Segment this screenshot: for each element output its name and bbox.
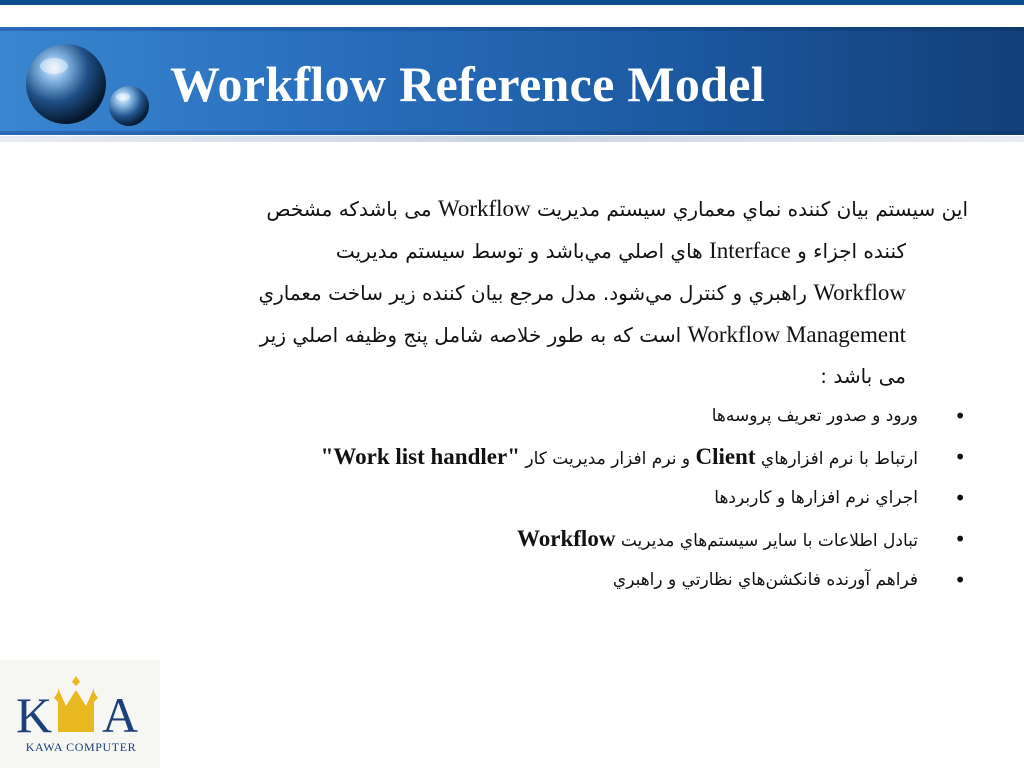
paragraph-line [130, 314, 968, 356]
bullet-text: ورود و صدور تعريف پروسه‌ها [711, 406, 918, 426]
paragraph-text: می باشدكه مشخص [266, 197, 438, 221]
paragraph-latin-term: Interface [709, 238, 791, 263]
crown-icon [14, 676, 148, 742]
paragraph-line [130, 230, 968, 272]
bullet-icon: • [954, 486, 966, 510]
list-item [200, 479, 980, 520]
list-item [200, 561, 980, 602]
header [0, 0, 1024, 145]
bullet-text: تبادل اطلاعات با ساير سيستم‌هاي مديريت [615, 531, 918, 551]
paragraph-line [130, 272, 968, 314]
bullet-icon: • [954, 568, 966, 592]
list-item [200, 438, 980, 479]
bullet-latin-term: Workflow [517, 526, 616, 551]
globe-icon [24, 42, 108, 126]
globe-small-icon [107, 84, 151, 128]
svg-text:K: K [16, 687, 53, 742]
paragraph-latin-term: Workflow [437, 196, 531, 221]
paragraph-text: می باشد : [820, 364, 906, 388]
paragraph-text: كننده اجزاء و [790, 239, 906, 263]
title-underline [0, 136, 1024, 142]
bullet-icon: • [954, 445, 966, 469]
svg-text:A: A [102, 687, 139, 742]
paragraph-text: هاي اصلي مي‌باشد و توسط سيستم مديريت [335, 239, 710, 263]
slide-title: Workflow Reference Model [170, 56, 765, 112]
bullet-list [200, 397, 980, 602]
bullet-text: و نرم افزار مديريت كار [519, 449, 696, 469]
paragraph-text: راهبري و كنترل مي‌شود. مدل مرجع بيان كننده زير ساخت معماري [258, 281, 814, 305]
header-top-line [0, 0, 1024, 5]
bullet-text: فراهم آورنده فانكشن‌هاي نظارتي و راهبري [612, 570, 918, 590]
paragraph-latin-term: Workflow [813, 280, 906, 305]
bullet-icon: • [954, 404, 966, 428]
paragraph-line [130, 188, 968, 230]
list-item [200, 397, 980, 438]
bullet-latin-term: "Work list handler" [320, 444, 520, 469]
paragraph-latin-term: Workflow Management [687, 322, 906, 347]
paragraph-line [130, 356, 968, 397]
bullet-text: ارتباط با نرم افزارهاي [755, 449, 918, 469]
bullet-latin-term: Client [695, 444, 756, 469]
paragraph-text: اين سيستم بيان كننده نماي معماري سيستم مديريت [530, 197, 968, 221]
bullet-text: اجراي نرم افزارها و كاربردها [714, 488, 918, 508]
company-name: KAWA COMPUTER [25, 740, 137, 754]
company-logo [0, 660, 160, 768]
paragraph-text: است كه به طور خلاصه شامل پنج وظيفه اصلي زير [259, 323, 688, 347]
list-item [200, 520, 980, 561]
body-paragraph [130, 188, 968, 397]
bullet-icon: • [954, 527, 966, 551]
